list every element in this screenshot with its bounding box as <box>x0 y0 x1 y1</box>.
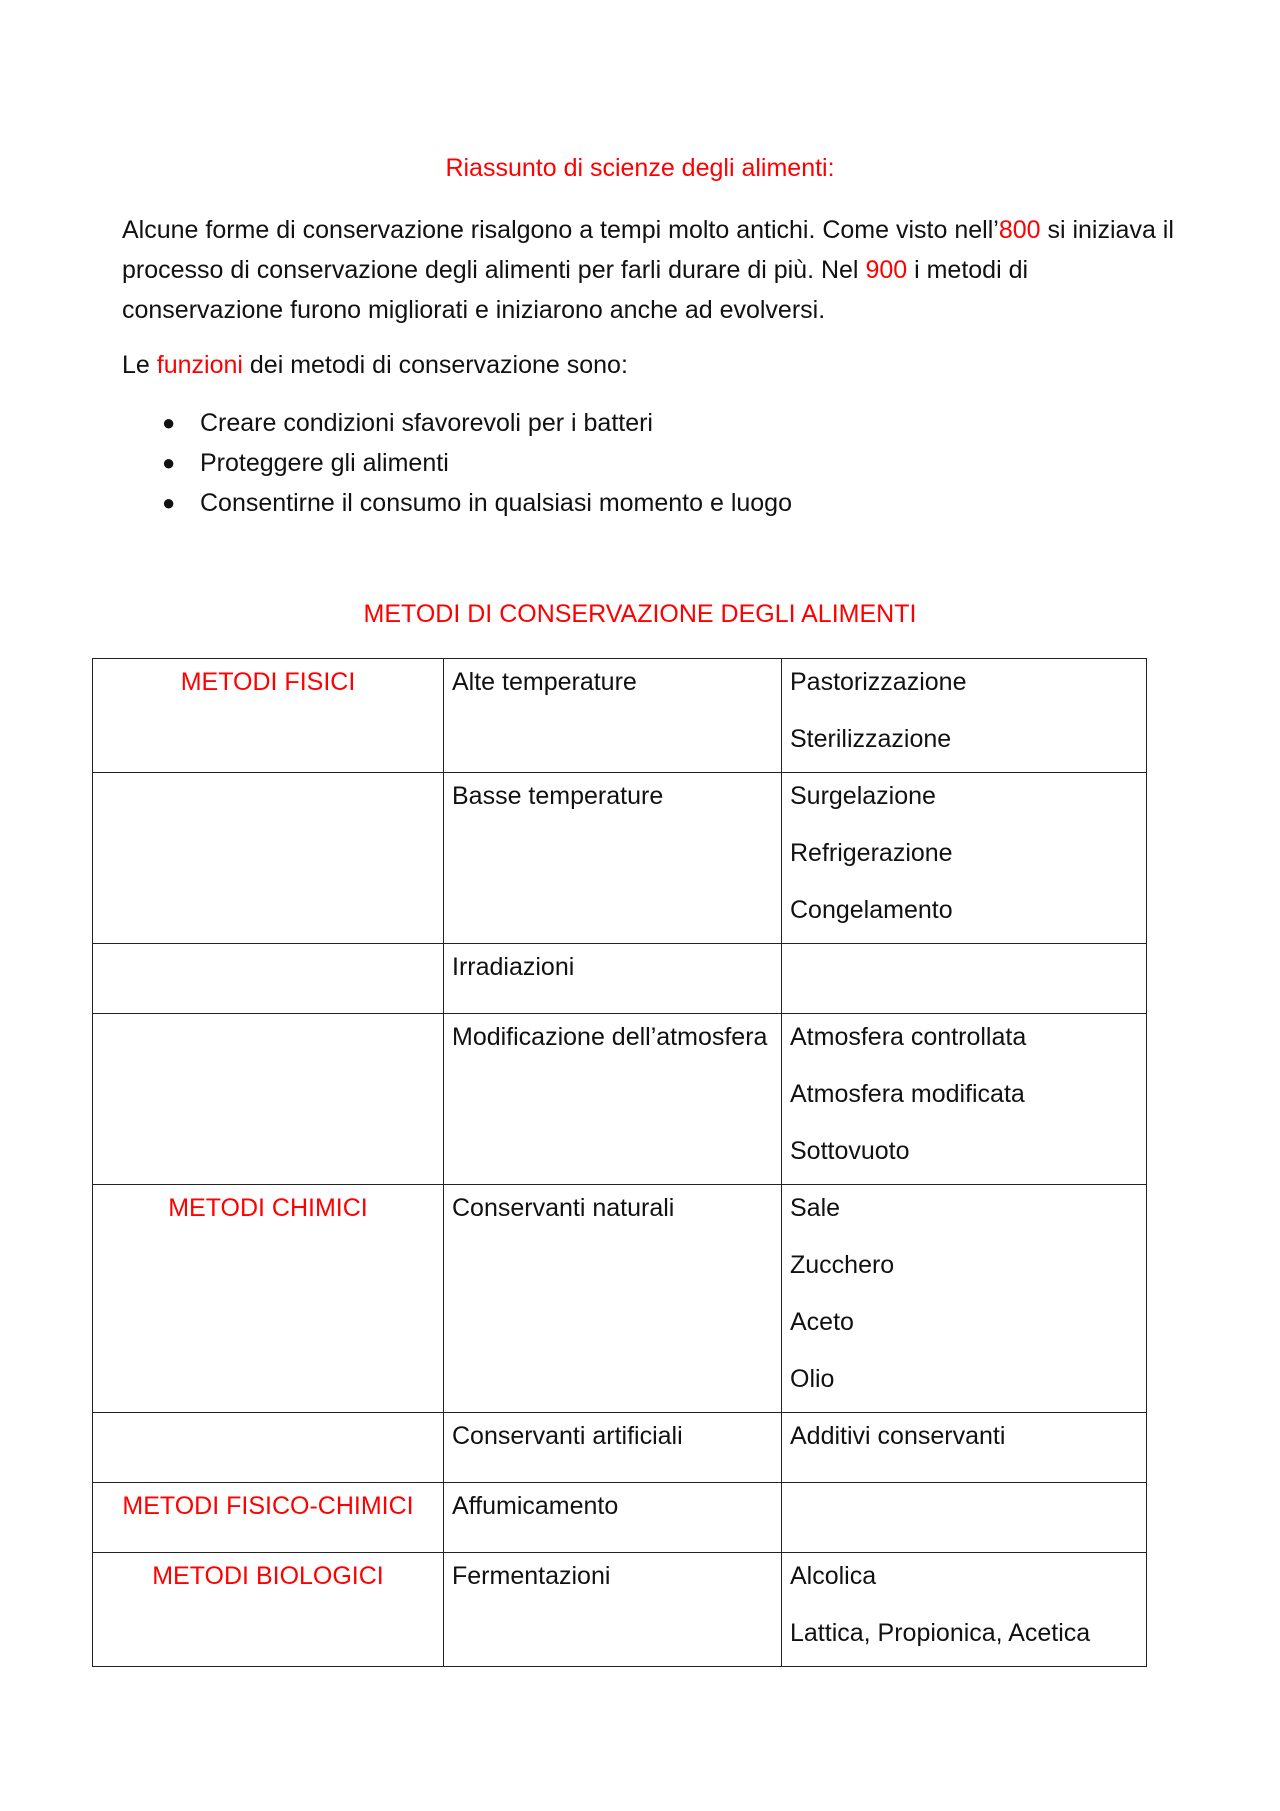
document-title: Riassunto di scienze degli alimenti: <box>445 154 835 182</box>
example-item: Atmosfera modificata <box>790 1080 1025 1108</box>
method-label: Conservanti artificiali <box>452 1422 683 1450</box>
example-item: Surgelazione <box>790 782 936 810</box>
example-item: Atmosfera controllata <box>790 1023 1027 1051</box>
method-label: Irradiazioni <box>452 953 575 981</box>
category-label: METODI FISICO-CHIMICI <box>122 1492 414 1520</box>
functions-highlight: funzioni <box>156 351 243 379</box>
category-label: METODI CHIMICI <box>168 1194 368 1222</box>
functions-suffix: dei metodi di conservazione sono: <box>242 351 628 379</box>
examples-cell <box>782 944 1147 1014</box>
method-cell <box>444 773 782 944</box>
example-item: Sottovuoto <box>790 1137 910 1165</box>
table-row <box>93 1014 1147 1185</box>
examples-cell <box>782 773 1147 944</box>
bullet-icon: ● <box>162 490 176 515</box>
table-row <box>93 1413 1147 1483</box>
list-item-text: Consentirne il consumo in qualsiasi momento e luogo <box>200 489 792 517</box>
example-item: Lattica, Propionica, Acetica <box>790 1619 1091 1647</box>
examples-cell <box>782 1483 1147 1553</box>
method-cell <box>444 1553 782 1667</box>
category-label: METODI BIOLOGICI <box>152 1562 384 1590</box>
intro-text-2: si iniziava il processo di conservazione degli alimenti per farli durare di più. Nel <box>122 216 1174 284</box>
example-item: Olio <box>790 1365 835 1393</box>
example-item: Pastorizzazione <box>790 668 967 696</box>
example-item: Additivi conservanti <box>790 1422 1006 1450</box>
bullet-icon: ● <box>162 450 176 475</box>
method-label: Fermentazioni <box>452 1562 611 1590</box>
table-row <box>93 1185 1147 1413</box>
category-cell <box>93 1483 444 1553</box>
list-item-text: Creare condizioni sfavorevoli per i batteri <box>200 409 653 437</box>
table-row <box>93 659 1147 773</box>
examples-cell <box>782 1185 1147 1413</box>
method-label: Conservanti naturali <box>452 1194 675 1222</box>
intro-highlight-800: 800 <box>998 216 1041 244</box>
functions-prefix: Le <box>122 351 157 379</box>
example-item: Aceto <box>790 1308 854 1336</box>
method-cell <box>444 1014 782 1185</box>
method-label: Alte temperature <box>452 668 637 696</box>
intro-paragraph <box>122 210 1182 330</box>
list-item-text: Proteggere gli alimenti <box>200 449 449 477</box>
functions-list <box>122 403 1182 523</box>
example-item: Sale <box>790 1194 841 1222</box>
list-item <box>122 483 1182 523</box>
method-cell <box>444 944 782 1014</box>
intro-text-1: Alcune forme di conservazione risalgono a tempi molto antichi. Come visto nell’ <box>122 216 999 244</box>
category-label: METODI FISICI <box>180 668 356 696</box>
list-item <box>122 443 1182 483</box>
table-row <box>93 1483 1147 1553</box>
bullet-icon: ● <box>162 410 176 435</box>
category-cell <box>93 944 444 1014</box>
category-cell <box>93 1553 444 1667</box>
category-cell <box>93 659 444 773</box>
method-cell <box>444 1483 782 1553</box>
table-title: METODI DI CONSERVAZIONE DEGLI ALIMENTI <box>363 600 917 628</box>
functions-paragraph <box>122 345 1182 385</box>
intro-highlight-900: 900 <box>865 256 908 284</box>
examples-cell <box>782 1014 1147 1185</box>
method-cell <box>444 659 782 773</box>
method-cell <box>444 1413 782 1483</box>
category-cell <box>93 1413 444 1483</box>
methods-table-body <box>93 659 1147 1667</box>
examples-cell <box>782 659 1147 773</box>
list-item <box>122 403 1182 443</box>
method-label: Basse temperature <box>452 782 664 810</box>
method-label: Affumicamento <box>452 1492 619 1520</box>
examples-cell <box>782 1553 1147 1667</box>
methods-table <box>92 658 1147 1667</box>
method-cell <box>444 1185 782 1413</box>
example-item: Congelamento <box>790 896 953 924</box>
table-row <box>93 773 1147 944</box>
category-cell <box>93 773 444 944</box>
method-label: Modificazione dell’atmosfera <box>452 1023 768 1051</box>
example-item: Alcolica <box>790 1562 877 1590</box>
example-item: Zucchero <box>790 1251 895 1279</box>
category-cell <box>93 1185 444 1413</box>
example-item: Refrigerazione <box>790 839 953 867</box>
examples-cell <box>782 1413 1147 1483</box>
intro-text-3: i metodi di conservazione furono migliorati e iniziarono anche ad evolversi. <box>122 256 1029 324</box>
table-row <box>93 1553 1147 1667</box>
table-row <box>93 944 1147 1014</box>
category-cell <box>93 1014 444 1185</box>
example-item: Sterilizzazione <box>790 725 952 753</box>
